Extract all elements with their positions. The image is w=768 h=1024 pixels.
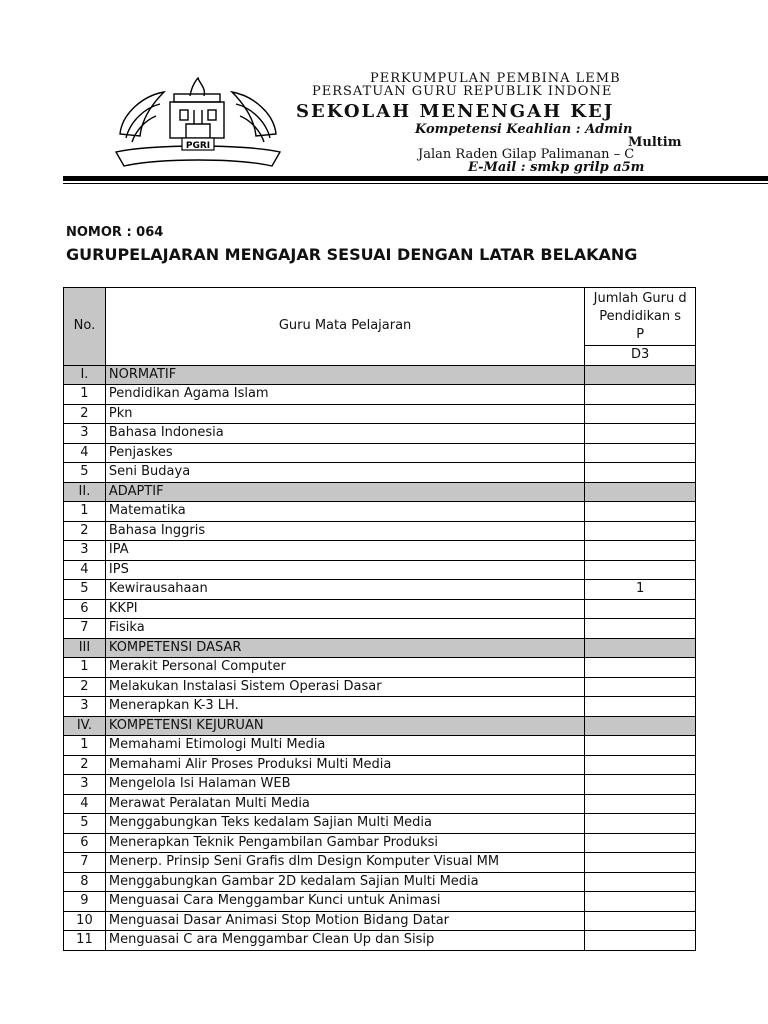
row-d3-count — [585, 365, 696, 385]
header-no: No. — [64, 288, 106, 366]
row-number: 1 — [64, 658, 106, 678]
row-subject: Merawat Peralatan Multi Media — [105, 794, 584, 814]
document-title: GURUPELAJARAN MENGAJAR SESUAI DENGAN LATAR BELAKANG — [66, 245, 638, 264]
row-d3-count — [585, 385, 696, 405]
table-row — [64, 892, 696, 912]
row-subject: Menguasai C ara Menggambar Clean Up dan Sisip — [105, 931, 584, 951]
row-d3-count — [585, 814, 696, 834]
row-number: 5 — [64, 814, 106, 834]
row-d3-count — [585, 892, 696, 912]
row-d3-count — [585, 736, 696, 756]
letterhead-email: E-Mail : smkp grilp a5m — [468, 160, 645, 175]
letterhead — [290, 70, 768, 180]
letterhead-address: Jalan Raden Gilap Palimanan – C — [418, 147, 635, 162]
row-number: 2 — [64, 404, 106, 424]
document-number: NOMOR : 064 — [66, 225, 164, 240]
table-row — [64, 872, 696, 892]
row-number: 2 — [64, 521, 106, 541]
row-d3-count — [585, 872, 696, 892]
table-row — [64, 775, 696, 795]
row-d3-count — [585, 443, 696, 463]
table-row — [64, 677, 696, 697]
row-number: 5 — [64, 463, 106, 483]
row-d3-count — [585, 697, 696, 717]
row-number: III — [64, 638, 106, 658]
row-d3-count — [585, 775, 696, 795]
table-row — [64, 931, 696, 951]
table-row — [64, 424, 696, 444]
row-subject: Menggabungkan Gambar 2D kedalam Sajian Multi Media — [105, 872, 584, 892]
header-subject: Guru Mata Pelajaran — [105, 288, 584, 366]
row-subject: Penjaskes — [105, 443, 584, 463]
row-subject: Seni Budaya — [105, 463, 584, 483]
row-subject: NORMATIF — [105, 365, 584, 385]
table-row — [64, 658, 696, 678]
section-row — [64, 365, 696, 385]
table-row — [64, 697, 696, 717]
row-number: IV. — [64, 716, 106, 736]
row-number: 8 — [64, 872, 106, 892]
table-row — [64, 580, 696, 600]
header-jumlah — [585, 288, 696, 346]
row-d3-count — [585, 638, 696, 658]
table-row — [64, 833, 696, 853]
row-subject: Mengelola Isi Halaman WEB — [105, 775, 584, 795]
school-logo — [112, 74, 284, 172]
row-d3-count — [585, 619, 696, 639]
row-number: 3 — [64, 775, 106, 795]
header-jumlah-line-3: P — [636, 327, 645, 342]
row-number: 6 — [64, 599, 106, 619]
row-d3-count — [585, 931, 696, 951]
row-subject: KKPI — [105, 599, 584, 619]
row-d3-count — [585, 677, 696, 697]
table-row — [64, 794, 696, 814]
row-number: 2 — [64, 677, 106, 697]
row-number: 4 — [64, 560, 106, 580]
row-subject: Menguasai Dasar Animasi Stop Motion Bidang Datar — [105, 911, 584, 931]
section-row — [64, 716, 696, 736]
row-d3-count — [585, 755, 696, 775]
row-d3-count — [585, 463, 696, 483]
table-row — [64, 853, 696, 873]
letterhead-rule — [63, 176, 768, 181]
row-number: 7 — [64, 853, 106, 873]
row-subject: KOMPETENSI DASAR — [105, 638, 584, 658]
row-number: 10 — [64, 911, 106, 931]
row-d3-count — [585, 541, 696, 561]
row-number: 11 — [64, 931, 106, 951]
letterhead-line-1: PERKUMPULAN PEMBINA LEMB — [370, 71, 621, 86]
row-d3-count — [585, 482, 696, 502]
row-subject: Bahasa Inggris — [105, 521, 584, 541]
letterhead-line-5: Multim — [628, 135, 682, 150]
table-row — [64, 404, 696, 424]
table-row — [64, 521, 696, 541]
row-subject: Matematika — [105, 502, 584, 522]
row-number: 4 — [64, 443, 106, 463]
row-subject: Pendidikan Agama Islam — [105, 385, 584, 405]
row-number: 3 — [64, 424, 106, 444]
table-row — [64, 385, 696, 405]
row-d3-count — [585, 502, 696, 522]
row-number: 9 — [64, 892, 106, 912]
row-subject: Fisika — [105, 619, 584, 639]
row-subject: Merakit Personal Computer — [105, 658, 584, 678]
row-d3-count — [585, 521, 696, 541]
row-subject: Menguasai Cara Menggambar Kunci untuk Animasi — [105, 892, 584, 912]
row-d3-count — [585, 560, 696, 580]
row-number: 1 — [64, 502, 106, 522]
row-number: 3 — [64, 697, 106, 717]
header-d3: D3 — [585, 346, 696, 366]
row-number: II. — [64, 482, 106, 502]
row-number: 6 — [64, 833, 106, 853]
teacher-table-wrapper — [63, 287, 696, 951]
section-row — [64, 638, 696, 658]
row-subject: Bahasa Indonesia — [105, 424, 584, 444]
row-d3-count — [585, 794, 696, 814]
row-d3-count — [585, 599, 696, 619]
svg-text:PGRI: PGRI — [185, 141, 211, 151]
row-subject: Memahami Etimologi Multi Media — [105, 736, 584, 756]
row-number: 7 — [64, 619, 106, 639]
row-d3-count — [585, 833, 696, 853]
table-row — [64, 755, 696, 775]
row-d3-count — [585, 658, 696, 678]
letterhead-school-name: SEKOLAH MENENGAH KEJ — [296, 101, 615, 122]
row-subject: IPS — [105, 560, 584, 580]
table-row — [64, 599, 696, 619]
row-number: 5 — [64, 580, 106, 600]
row-d3-count — [585, 404, 696, 424]
row-number: 1 — [64, 385, 106, 405]
row-number: 2 — [64, 755, 106, 775]
row-subject: IPA — [105, 541, 584, 561]
row-subject: Melakukan Instalasi Sistem Operasi Dasar — [105, 677, 584, 697]
row-subject: Pkn — [105, 404, 584, 424]
row-d3-count — [585, 853, 696, 873]
row-d3-count — [585, 424, 696, 444]
header-jumlah-line-2: Pendidikan s — [599, 309, 681, 324]
letterhead-line-4: Kompetensi Keahlian : Admin — [415, 122, 633, 137]
row-subject: Kewirausahaan — [105, 580, 584, 600]
row-subject: Menerapkan Teknik Pengambilan Gambar Produksi — [105, 833, 584, 853]
letterhead-line-2: PERSATUAN GURU REPUBLIK INDONE — [312, 84, 613, 99]
row-d3-count — [585, 911, 696, 931]
teacher-table-body — [64, 365, 696, 950]
table-row — [64, 502, 696, 522]
table-row — [64, 911, 696, 931]
row-subject: Memahami Alir Proses Produksi Multi Media — [105, 755, 584, 775]
row-number: 1 — [64, 736, 106, 756]
row-subject: Menerp. Prinsip Seni Grafis dlm Design Komputer Visual MM — [105, 853, 584, 873]
section-row — [64, 482, 696, 502]
table-row — [64, 443, 696, 463]
row-d3-count: 1 — [585, 580, 696, 600]
table-row — [64, 814, 696, 834]
row-number: 4 — [64, 794, 106, 814]
table-row — [64, 463, 696, 483]
table-row — [64, 541, 696, 561]
table-row — [64, 619, 696, 639]
header-jumlah-line-1: Jumlah Guru d — [593, 291, 687, 306]
letterhead-rule-thin — [63, 183, 768, 184]
row-number: 3 — [64, 541, 106, 561]
row-subject: KOMPETENSI KEJURUAN — [105, 716, 584, 736]
table-row — [64, 560, 696, 580]
table-row — [64, 736, 696, 756]
row-subject: ADAPTIF — [105, 482, 584, 502]
row-subject: Menerapkan K-3 LH. — [105, 697, 584, 717]
row-subject: Menggabungkan Teks kedalam Sajian Multi Media — [105, 814, 584, 834]
row-d3-count — [585, 716, 696, 736]
row-number: I. — [64, 365, 106, 385]
teacher-table — [63, 287, 696, 951]
